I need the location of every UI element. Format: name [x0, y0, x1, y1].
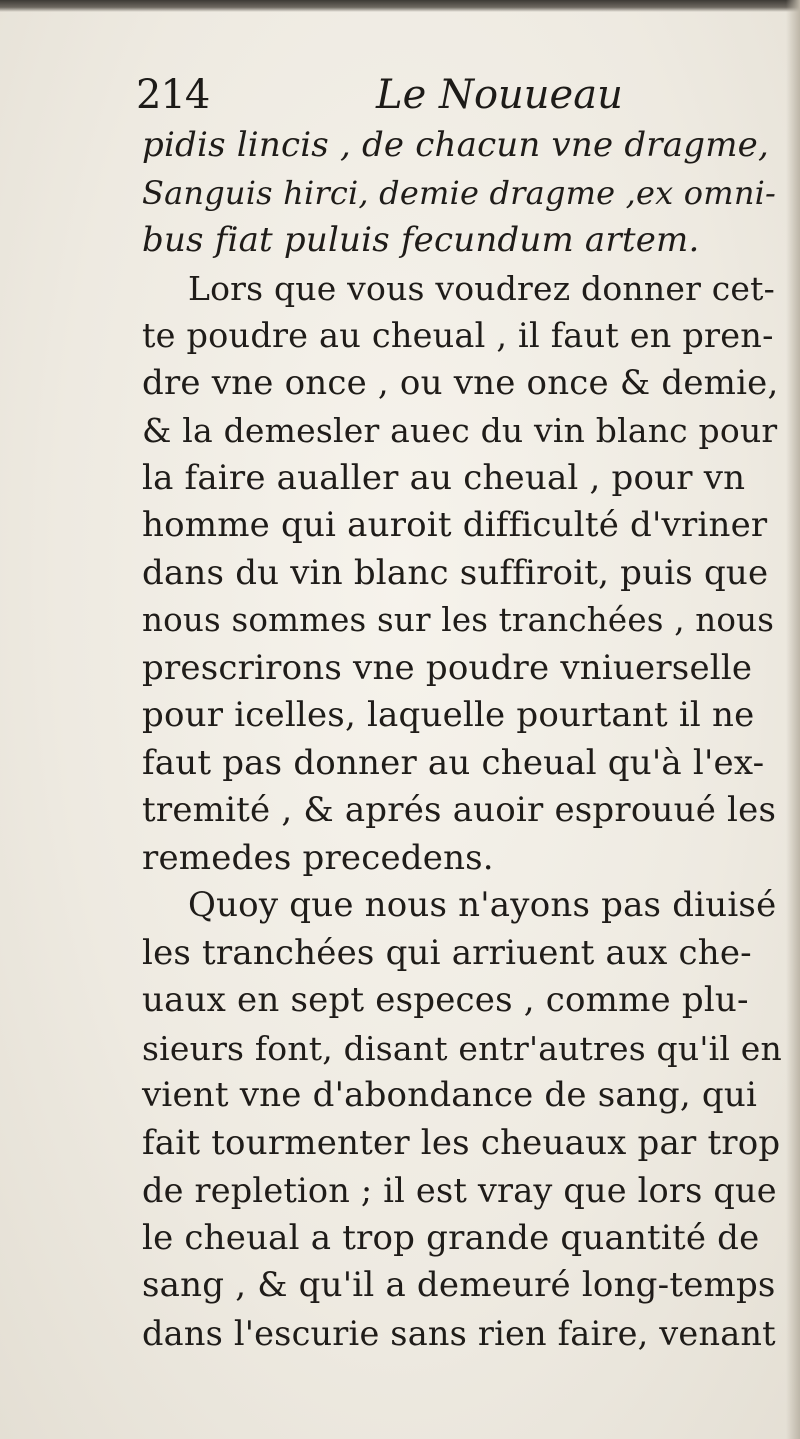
text-line: dans du vin blanc suffiroit, puis que — [142, 552, 769, 593]
page-header — [136, 72, 656, 122]
text-line: fait tourmenter les cheuaux par trop — [142, 1122, 781, 1163]
text-line: remedes precedens. — [142, 837, 494, 878]
page-top-shadow — [0, 0, 800, 12]
running-title: Le Nouueau — [376, 72, 623, 118]
text-line: faut pas donner au cheual qu'à l'ex- — [142, 742, 765, 783]
text-line: pour icelles, laquelle pourtant il ne — [142, 695, 755, 735]
text-line: Quoy que nous n'ayons pas diuisé — [188, 885, 777, 925]
page-right-shadow — [786, 0, 800, 1439]
text-line: dre vne once , ou vne once & demie, — [142, 362, 779, 403]
text-line: tremité , & aprés auoir esprouué les — [142, 790, 777, 830]
text-line: vient vne d'abondance de sang, qui — [142, 1075, 758, 1115]
text-line: les tranchées qui arriuent aux che- — [142, 932, 752, 973]
page-number: 214 — [136, 72, 210, 118]
text-line: pidis lincis , de chacun vne dragme, — [142, 125, 769, 165]
text-line: uaux en sept especes , comme plu- — [142, 980, 749, 1020]
text-line: nous sommes sur les tranchées , nous — [142, 601, 775, 639]
text-line: sieurs font, disant entr'autres qu'il en — [142, 1028, 782, 1068]
text-line: prescrirons vne poudre vniuerselle — [142, 647, 753, 688]
text-line: la faire aualler au cheual , pour vn — [142, 457, 746, 498]
text-line: homme qui auroit difficulté d'vriner — [142, 505, 768, 545]
text-line: Lors que vous voudrez donner cet- — [188, 268, 775, 308]
body-text — [142, 122, 782, 1357]
text-line: le cheual a trop grande quantité de — [142, 1217, 760, 1258]
text-line: Sanguis hirci, demie dragme ,ex omni- — [142, 173, 777, 212]
text-line: te poudre au cheual , il faut en pren- — [142, 316, 774, 355]
text-line: de repletion ; il est vray que lors que — [142, 1171, 777, 1210]
text-line: sang , & qu'il a demeuré long-temps — [142, 1265, 776, 1305]
text-line: dans l'escurie sans rien faire, venant — [142, 1313, 776, 1353]
text-line: bus fiat puluis fecundum artem. — [142, 220, 700, 260]
text-line: & la demesler auec du vin blanc pour — [142, 411, 778, 450]
